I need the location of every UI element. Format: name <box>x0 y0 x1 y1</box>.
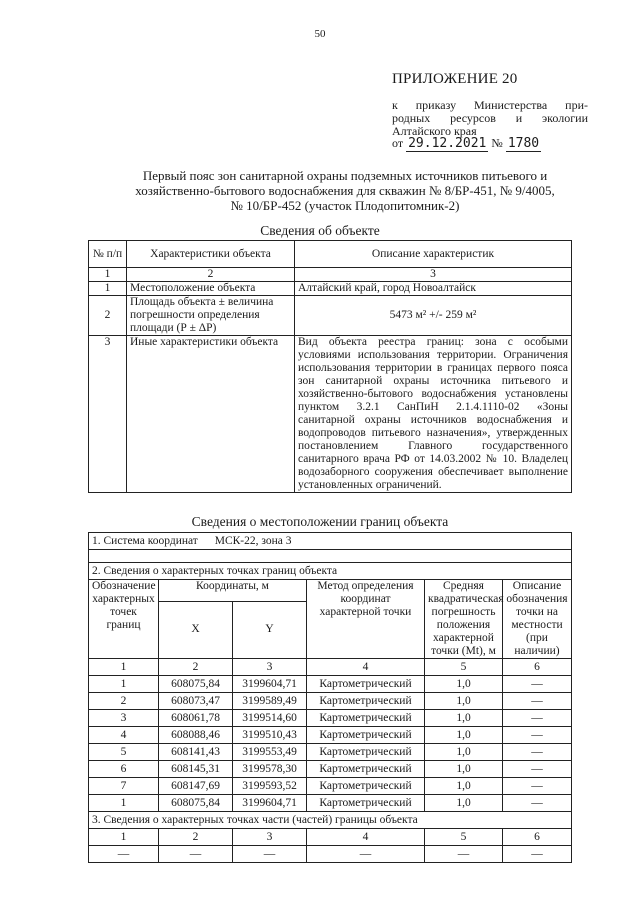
point-description: — <box>503 761 572 778</box>
description-cell: 5473 м² +/- 259 м² <box>295 296 572 336</box>
page-number: 50 <box>314 28 326 40</box>
point-description: — <box>503 710 572 727</box>
point-x: 608073,47 <box>159 693 233 710</box>
object-info-table <box>88 240 572 493</box>
point-error: 1,0 <box>425 727 503 744</box>
document-title: Первый пояс зон санитарной охраны подземных источников питьевого и хозяйственно-бытового водоснабжения для скважин № 8/БР-451, № 9/4005, № 10/БР-452 (участок Плодопитомник-2) <box>135 168 555 213</box>
point-method: Картометрический <box>307 795 425 812</box>
order-date: 29.12.2021 <box>408 136 487 151</box>
coordinate-system-label: 1. Система координат <box>92 534 198 547</box>
table-row <box>89 778 572 795</box>
column-number: 4 <box>307 659 425 676</box>
point-method: Картометрический <box>307 761 425 778</box>
table-row <box>89 727 572 744</box>
point-x: 608075,84 <box>159 676 233 693</box>
appendix-title: ПРИЛОЖЕНИЕ 20 <box>392 71 518 87</box>
point-error: 1,0 <box>425 710 503 727</box>
boundary-info-title: Сведения о местоположении границ объекта <box>191 514 449 529</box>
point-y: 3199514,60 <box>233 710 307 727</box>
spacer-cell <box>89 550 572 563</box>
point-description: — <box>503 744 572 761</box>
parts-section-label: 3. Сведения о характерных точках части (частей) границы объекта <box>89 812 572 829</box>
characteristic-cell: Площадь объекта ± величина погрешности определения площади (Р ± ΔР) <box>127 296 295 336</box>
point-x: 608147,69 <box>159 778 233 795</box>
point-x: 608061,78 <box>159 710 233 727</box>
empty-cell: — <box>89 846 159 863</box>
table-header-row <box>89 580 572 602</box>
point-id: 1 <box>89 795 159 812</box>
object-info-title: Сведения об объекте <box>260 223 380 238</box>
order-reference-line-1: к приказу Министерства при- <box>392 98 588 112</box>
points-section-label: 2. Сведения о характерных точках границ объекта <box>89 563 572 580</box>
column-number: 1 <box>89 829 159 846</box>
point-description: — <box>503 795 572 812</box>
point-error: 1,0 <box>425 761 503 778</box>
point-id: 4 <box>89 727 159 744</box>
point-description: — <box>503 676 572 693</box>
column-number: 2 <box>159 659 233 676</box>
column-number-row <box>89 829 572 846</box>
table-row <box>89 282 572 296</box>
table-row <box>89 846 572 863</box>
column-number: 2 <box>159 829 233 846</box>
coordinate-system-value: МСК-22, зона 3 <box>214 534 292 547</box>
order-reference-line-3: Алтайского края <box>392 124 477 138</box>
point-y: 3199604,71 <box>233 676 307 693</box>
column-number: 6 <box>503 659 572 676</box>
column-number: 2 <box>127 268 295 282</box>
column-number: 4 <box>307 829 425 846</box>
column-number: 5 <box>425 829 503 846</box>
column-number: 1 <box>89 659 159 676</box>
empty-cell: — <box>159 846 233 863</box>
header-method: Метод определения координат характерной точки <box>307 580 425 659</box>
column-number: 3 <box>233 659 307 676</box>
point-id: 5 <box>89 744 159 761</box>
column-number: 5 <box>425 659 503 676</box>
table-row <box>89 795 572 812</box>
order-date-line <box>392 136 541 152</box>
point-y: 3199593,52 <box>233 778 307 795</box>
empty-cell: — <box>307 846 425 863</box>
row-number: 3 <box>89 336 127 493</box>
order-number-sign: № <box>491 136 503 150</box>
parts-section-row <box>89 812 572 829</box>
table-row <box>89 296 572 336</box>
empty-cell: — <box>503 846 572 863</box>
point-error: 1,0 <box>425 693 503 710</box>
header-cell: Характеристики объекта <box>127 241 295 268</box>
point-id: 3 <box>89 710 159 727</box>
description-cell: Алтайский край, город Новоалтайск <box>295 282 572 296</box>
header-y: Y <box>233 601 307 658</box>
point-x: 608088,46 <box>159 727 233 744</box>
empty-cell: — <box>233 846 307 863</box>
header-coordinates: Координаты, м <box>159 580 307 602</box>
coordinate-system-cell <box>89 533 572 550</box>
point-error: 1,0 <box>425 778 503 795</box>
table-row <box>89 693 572 710</box>
header-description: Описание обозначения точки на местности (при наличии) <box>503 580 572 659</box>
order-from-label: от <box>392 136 404 150</box>
table-row <box>89 761 572 778</box>
header-error: Средняя квадратическая погрешность положения характерной точки (Mt), м <box>425 580 503 659</box>
boundary-table <box>88 532 572 863</box>
row-number: 1 <box>89 282 127 296</box>
spacer-row <box>89 550 572 563</box>
table-row <box>89 336 572 493</box>
point-x: 608075,84 <box>159 795 233 812</box>
point-method: Картометрический <box>307 744 425 761</box>
point-y: 3199578,30 <box>233 761 307 778</box>
column-number-row <box>89 268 572 282</box>
column-number: 3 <box>295 268 572 282</box>
table-row <box>89 710 572 727</box>
column-number: 6 <box>503 829 572 846</box>
characteristic-cell: Иные характеристики объекта <box>127 336 295 493</box>
header-cell: № п/п <box>89 241 127 268</box>
point-description: — <box>503 727 572 744</box>
coordinate-system-row <box>89 533 572 550</box>
point-id: 7 <box>89 778 159 795</box>
points-section-row <box>89 563 572 580</box>
characteristic-cell: Местоположение объекта <box>127 282 295 296</box>
point-id: 6 <box>89 761 159 778</box>
table-row <box>89 744 572 761</box>
column-number-row <box>89 659 572 676</box>
row-number: 2 <box>89 296 127 336</box>
order-reference-line-2: родных ресурсов и экологии <box>392 111 588 125</box>
description-cell: Вид объекта реестра границ: зона с особыми условиями использования территории. Ограничения использования территории в границах первого пояса зон санитарной охраны источника питьевого и хозяйственно-бытового водоснабжения установлены пунктом 3.2.1 СанПиН 2.1.4.1110-02 «Зоны санитарной охраны источников водоснабжения и водопроводов питьевого назначения», утвержденных постановлением Главного государственного санитарного врача РФ от 14.03.2002 № 10. Владелец водозаборного сооружения обеспечивает выполнение установленных ограничений. <box>295 336 572 493</box>
point-x: 608145,31 <box>159 761 233 778</box>
point-y: 3199553,49 <box>233 744 307 761</box>
point-method: Картометрический <box>307 710 425 727</box>
point-description: — <box>503 778 572 795</box>
point-id: 2 <box>89 693 159 710</box>
order-number: 1780 <box>507 136 540 151</box>
point-y: 3199589,49 <box>233 693 307 710</box>
point-method: Картометрический <box>307 778 425 795</box>
point-method: Картометрический <box>307 727 425 744</box>
point-error: 1,0 <box>425 744 503 761</box>
point-method: Картометрический <box>307 693 425 710</box>
column-number: 1 <box>89 268 127 282</box>
table-header-row <box>89 241 572 268</box>
point-y: 3199510,43 <box>233 727 307 744</box>
header-designation: Обозначение характерных точек границ <box>89 580 159 659</box>
empty-cell: — <box>425 846 503 863</box>
header-cell: Описание характеристик <box>295 241 572 268</box>
point-description: — <box>503 693 572 710</box>
table-row <box>89 676 572 693</box>
point-id: 1 <box>89 676 159 693</box>
point-error: 1,0 <box>425 795 503 812</box>
point-x: 608141,43 <box>159 744 233 761</box>
column-number: 3 <box>233 829 307 846</box>
point-error: 1,0 <box>425 676 503 693</box>
point-y: 3199604,71 <box>233 795 307 812</box>
point-method: Картометрический <box>307 676 425 693</box>
header-x: X <box>159 601 233 658</box>
